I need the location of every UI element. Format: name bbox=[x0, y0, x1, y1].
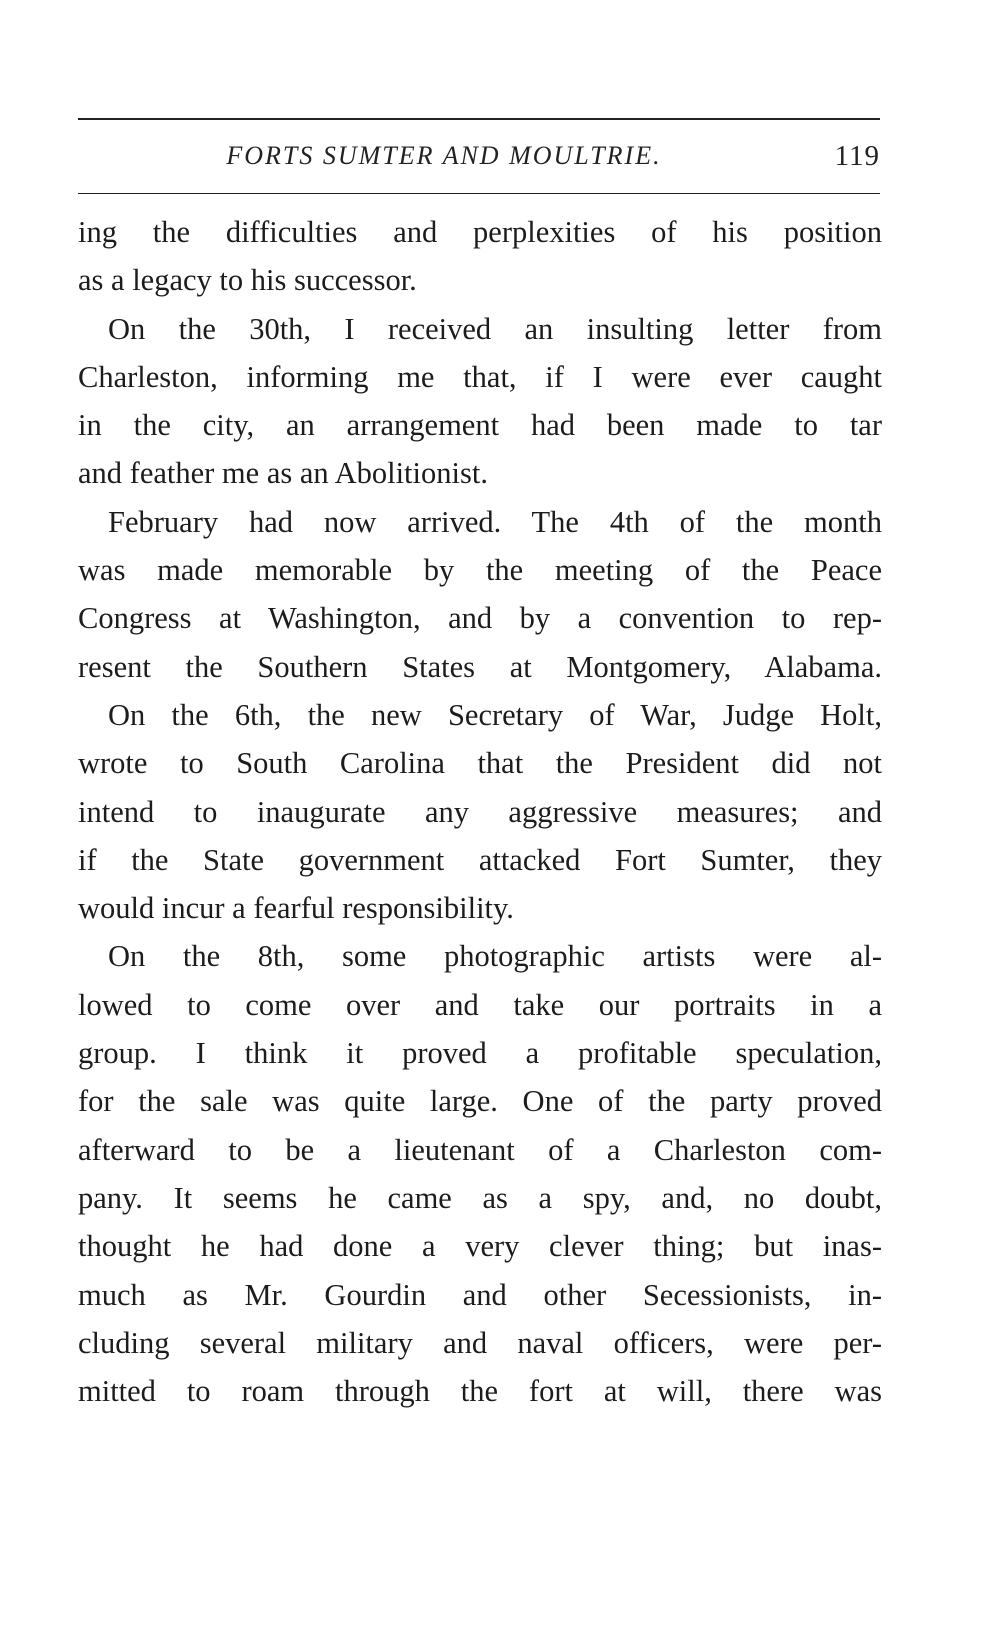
paragraph bbox=[78, 305, 882, 498]
text-line: ing the difficulties and perplexities of his position bbox=[78, 215, 882, 249]
text-line: On the 30th, I received an insulting letter from bbox=[108, 311, 882, 346]
text-line: if the State government attacked Fort Sumter, they bbox=[78, 842, 882, 877]
header-bottom-rule bbox=[78, 193, 880, 194]
text-line: afterward to be a lieutenant of a Charleston com- bbox=[78, 1132, 882, 1167]
text-line: cluding several military and naval officers, were per- bbox=[78, 1325, 882, 1360]
text-line: On the 6th, the new Secretary of War, Judge Holt, bbox=[108, 697, 882, 732]
text-line: in the city, an arrangement had been made to tar bbox=[78, 408, 882, 443]
page-number: 119 bbox=[834, 140, 880, 172]
paragraph bbox=[78, 691, 882, 932]
running-title: FORTS SUMTER AND MOULTRIE. bbox=[226, 141, 662, 170]
paragraph bbox=[78, 208, 882, 305]
text-line: thought he had done a very clever thing; but inas- bbox=[78, 1229, 882, 1264]
text-line: Congress at Washington, and by a convention to rep- bbox=[78, 601, 882, 636]
header-top-rule bbox=[78, 118, 880, 120]
text-line: resent the Southern States at Montgomery, Alabama. bbox=[78, 649, 882, 684]
paragraph bbox=[78, 932, 882, 1415]
text-line: On the 8th, some photographic artists were al- bbox=[108, 939, 882, 974]
text-line: much as Mr. Gourdin and other Secessionists, in- bbox=[78, 1277, 882, 1312]
text-line: would incur a fearful responsibility. bbox=[78, 891, 514, 926]
running-head bbox=[78, 136, 880, 176]
text-line: mitted to roam through the fort at will, there was bbox=[78, 1374, 882, 1409]
text-line: was made memorable by the meeting of the Peace bbox=[78, 553, 882, 588]
text-line: for the sale was quite large. One of the party proved bbox=[78, 1084, 882, 1119]
text-line: group. I think it proved a profitable speculation, bbox=[78, 1036, 882, 1071]
text-line: lowed to come over and take our portraits in a bbox=[78, 987, 882, 1022]
body-text bbox=[78, 208, 882, 1415]
paragraph bbox=[78, 498, 882, 691]
text-line: Charleston, informing me that, if I were ever caught bbox=[78, 359, 882, 394]
text-line: wrote to South Carolina that the President did not bbox=[78, 746, 882, 781]
text-line: and feather me as an Abolitionist. bbox=[78, 456, 488, 491]
text-line: intend to inaugurate any aggressive measures; and bbox=[78, 794, 882, 829]
text-line: pany. It seems he came as a spy, and, no doubt, bbox=[78, 1180, 882, 1215]
text-line: February had now arrived. The 4th of the month bbox=[108, 504, 882, 539]
text-line: as a legacy to his successor. bbox=[78, 263, 417, 298]
